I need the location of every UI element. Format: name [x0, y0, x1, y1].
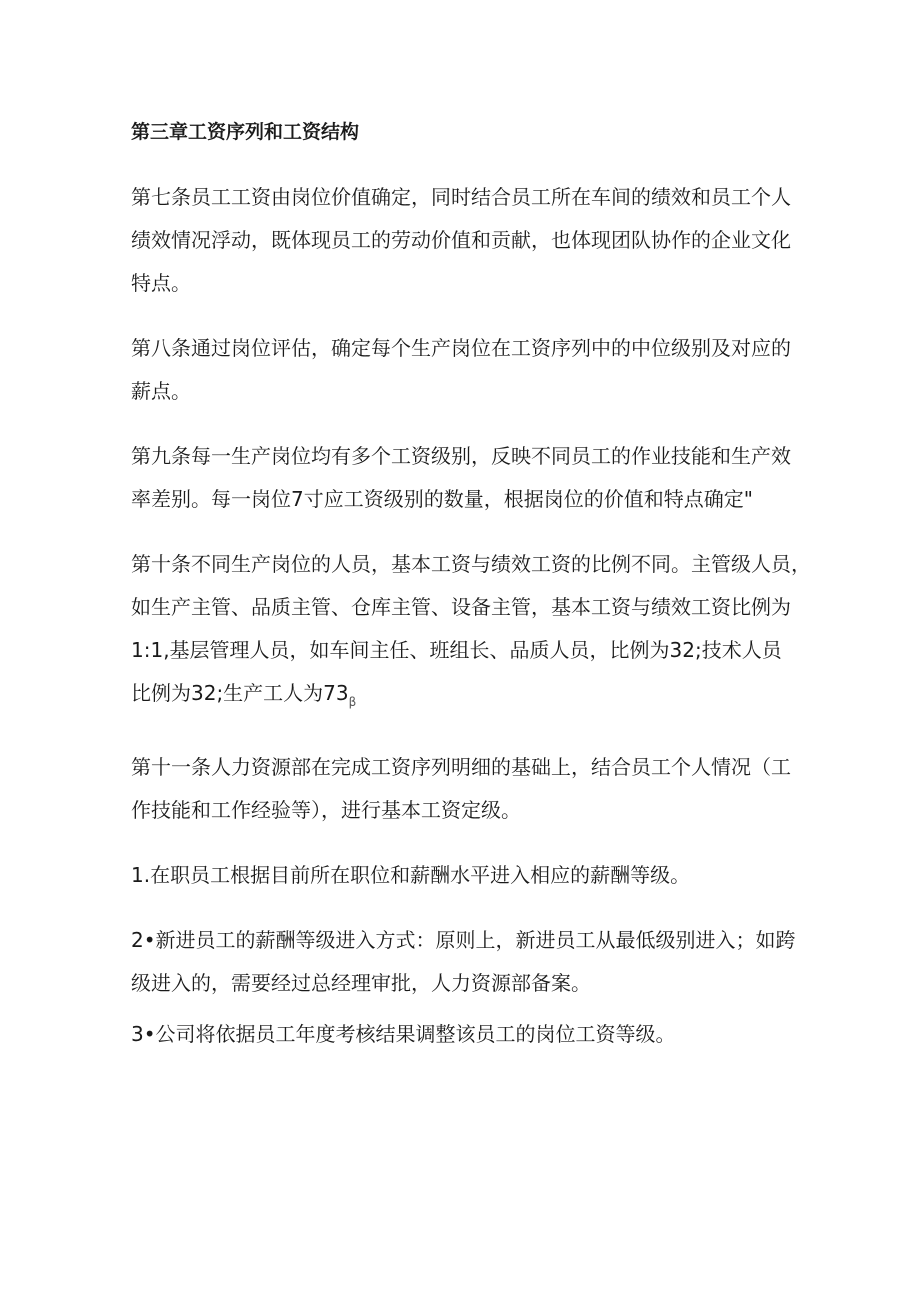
- document-body: [131, 112, 811, 1078]
- text-line: 1.在职员工根据目前所在职位和薪酬水平进入相应的薪酬等级。: [131, 863, 691, 887]
- text-line: 绩效情况浮动，既体现员工的劳动价值和贡献，也体现团队协作的企业文化: [131, 228, 791, 252]
- list-item-3: [131, 1013, 806, 1056]
- text-line: 1:1,基层管理人员，如车间主任、班组长、品质人员，比例为32;技术人员: [131, 638, 782, 662]
- text-line: 3•公司将依据员工年度考核结果调整该员工的岗位工资等级。: [131, 1022, 676, 1046]
- article-7: [131, 176, 806, 305]
- article-10: [131, 543, 811, 724]
- article-11: [131, 746, 806, 832]
- text-line: 第七条员工工资由岗位价值确定，同时结合员工所在车间的绩效和员工个人: [131, 185, 791, 209]
- text-line: 特点。: [131, 271, 191, 295]
- text-line: 2•新进员工的薪酬等级进入方式：原则上，新进员工从最低级别进入；如跨: [131, 928, 796, 952]
- list-item-2: [131, 919, 806, 1005]
- text-line: 第八条通过岗位评估，确定每个生产岗位在工资序列中的中位级别及对应的: [131, 336, 791, 360]
- article-9: [131, 435, 806, 521]
- chapter-title: 第三章工资序列和工资结构: [131, 121, 360, 143]
- text-line: 第九条每一生产岗位均有多个工资级别，反映不同员工的作业技能和生产效: [131, 444, 791, 468]
- text-line: 薪点。: [131, 379, 191, 403]
- text-line: 作技能和工作经验等），进行基本工资定级。: [131, 798, 521, 822]
- text-line: 第十一条人力资源部在完成工资序列明细的基础上，结合员工个人情况（工: [131, 755, 791, 779]
- tail-mark: β: [348, 695, 357, 709]
- text-line: 级进入的，需要经过总经理审批，人力资源部备案。: [131, 971, 591, 995]
- text-line: 第十条不同生产岗位的人员，基本工资与绩效工资的比例不同。主管级人员，: [131, 552, 811, 576]
- text-line-with-mark: [131, 672, 806, 724]
- article-8: [131, 327, 806, 413]
- text-line: 比例为32;生产工人为73: [131, 681, 349, 705]
- list-item-1: [131, 854, 806, 897]
- text-line: 率差别。每一岗位7寸应工资级别的数量，根据岗位的价值和特点确定": [131, 487, 753, 511]
- text-line: 如生产主管、品质主管、仓库主管、设备主管，基本工资与绩效工资比例为: [131, 595, 791, 619]
